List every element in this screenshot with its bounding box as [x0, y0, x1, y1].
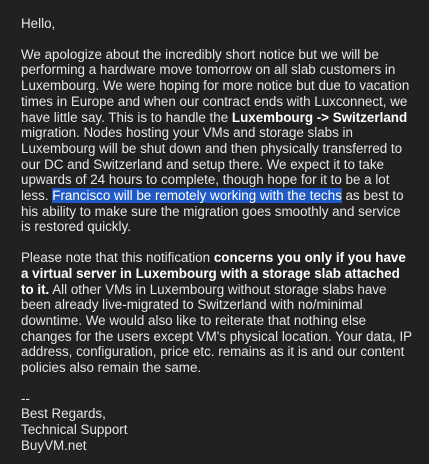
- email-signature: [21, 391, 413, 454]
- paragraph-text: migration. Nodes hosting your VMs and storage slabs in Luxembourg will be shut down and then physically transferred to our DC and Switzerland and setup there. We expect it to take upwards of 24 hours to complete, though hope for it to be a lot less.: [21, 125, 403, 204]
- paragraph-text: We apologize about the incredibly short notice but we will be performing a hardware move tomorrow on all slab customers in Luxembourg. We were hoping for more notice but due to vacation times in Europe and when our contract ends with Luxconnect, we have little say. This is to handle the: [21, 46, 410, 125]
- paragraph-text: as best to his ability to make sure the migration goes smoothly and service is restored quickly.: [21, 188, 404, 235]
- signature-regards: Best Regards,: [21, 406, 106, 422]
- signature-team: Technical Support: [21, 422, 128, 438]
- signature-company: BuyVM.net: [21, 437, 87, 453]
- paragraph-text: All other VMs in Luxembourg without storage slabs have been already live-migrated to Switzerland with no/minimal downtime. We would also like to reiterate that nothing else changes for the users except VM's physical location. Your data, IP address, configuration, price etc. remains as it is and our content policies also remain the same.: [21, 281, 412, 376]
- paragraph-text: Please note that this notification: [21, 250, 214, 266]
- migration-route-bold: Luxembourg -> Switzerland: [231, 109, 408, 125]
- signature-separator: --: [21, 390, 30, 406]
- email-greeting: Hello,: [21, 16, 56, 31]
- selected-text-highlight[interactable]: Francisco will be remotely working with the techs: [52, 188, 342, 204]
- email-paragraph-scope-note: [21, 250, 413, 376]
- scope-bold-text: concerns you only if you have a virtual server in Luxembourg with a storage slab attached to it.: [21, 250, 406, 297]
- email-paragraph-migration-notice: [21, 47, 413, 235]
